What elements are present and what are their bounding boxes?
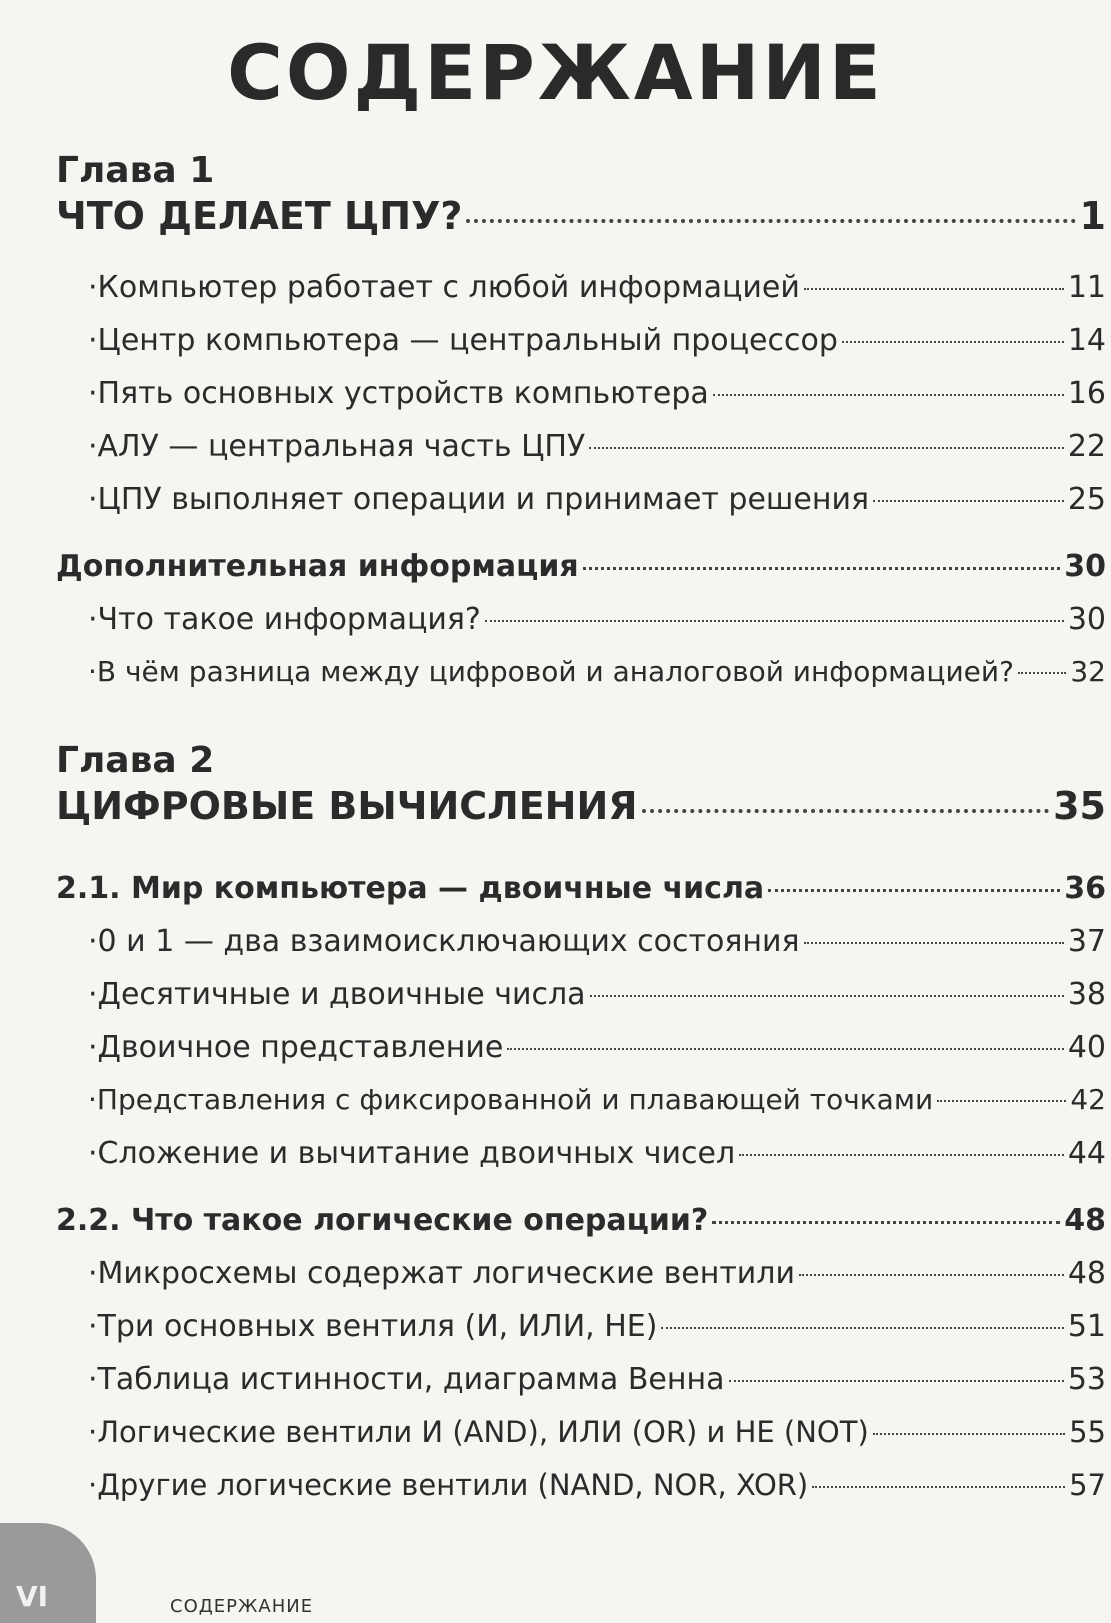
page-number: 42 <box>1070 1083 1106 1116</box>
page-number: 14 <box>1067 323 1106 358</box>
footer-page-number: VI <box>16 1580 49 1613</box>
item-text: ·Что такое информация? <box>88 602 481 637</box>
page-number: 1 <box>1079 194 1106 238</box>
page-number: 53 <box>1067 1362 1106 1397</box>
dot-leader <box>873 1433 1065 1435</box>
section-title: 2.1. Мир компьютера — двоичные числа <box>56 871 765 906</box>
page-number: 32 <box>1070 655 1106 688</box>
item-text: ·Сложение и вычитание двоичных чисел <box>88 1136 736 1171</box>
item-text: ·Двоичное представление <box>88 1030 504 1065</box>
item-text: ·Таблица истинности, диаграмма Венна <box>88 1362 725 1397</box>
toc-item[interactable] <box>88 655 1106 688</box>
dot-leader <box>712 1221 1060 1224</box>
item-text: ·Представления с фиксированной и плавающей точками <box>88 1083 934 1116</box>
page-number: 30 <box>1067 602 1106 637</box>
dot-leader <box>873 500 1064 502</box>
chapter-1-entry[interactable] <box>56 194 1106 238</box>
dot-leader <box>812 1486 1065 1488</box>
page-title: СОДЕРЖАНИЕ <box>227 28 884 117</box>
dot-leader <box>842 341 1064 343</box>
dot-leader <box>768 889 1060 892</box>
dot-leader <box>589 447 1064 449</box>
item-text: ·Три основных вентиля (И, ИЛИ, НЕ) <box>88 1309 658 1344</box>
toc-item[interactable] <box>88 1362 1106 1397</box>
dot-leader <box>466 219 1075 223</box>
item-text: ·ЦПУ выполняет операции и принимает решения <box>88 482 869 517</box>
item-text: ·Микросхемы содержат логические вентили <box>88 1256 795 1291</box>
dot-leader <box>642 809 1050 813</box>
dot-leader <box>590 995 1064 997</box>
item-text: ·Пять основных устройств компьютера <box>88 376 709 411</box>
page-number: 57 <box>1069 1468 1106 1502</box>
page-number: 37 <box>1067 924 1106 959</box>
section-entry[interactable] <box>56 549 1106 584</box>
toc-item[interactable] <box>88 1468 1106 1502</box>
dot-leader <box>485 620 1064 622</box>
toc-item[interactable] <box>88 924 1106 959</box>
page-number: 40 <box>1067 1030 1106 1065</box>
section-title: 2.2. Что такое логические операции? <box>56 1203 709 1238</box>
dot-leader <box>739 1154 1064 1156</box>
item-text: ·Центр компьютера — центральный процессор <box>88 323 838 358</box>
chapter-2-label: Глава 2 <box>56 740 215 781</box>
footer-running-title: СОДЕРЖАНИЕ <box>170 1596 314 1617</box>
dot-leader <box>1018 672 1066 674</box>
page-number: 44 <box>1067 1136 1106 1171</box>
page-number: 16 <box>1067 376 1106 411</box>
item-text: ·Другие логические вентили (NAND, NOR, XOR) <box>88 1468 809 1502</box>
toc-item[interactable] <box>88 1083 1106 1116</box>
toc-item[interactable] <box>88 602 1106 637</box>
chapter-title: ЦИФРОВЫЕ ВЫЧИСЛЕНИЯ <box>56 784 638 828</box>
page-number: 48 <box>1067 1256 1106 1291</box>
item-text: ·АЛУ — центральная часть ЦПУ <box>88 429 586 464</box>
dot-leader <box>729 1380 1064 1382</box>
chapter-2-entry[interactable] <box>56 784 1106 828</box>
item-text: ·0 и 1 — два взаимоисключающих состояния <box>88 924 800 959</box>
toc-item[interactable] <box>88 429 1106 464</box>
dot-leader <box>799 1274 1064 1276</box>
page-number: 51 <box>1067 1309 1106 1344</box>
page-number: 48 <box>1064 1203 1106 1238</box>
dot-leader <box>507 1048 1064 1050</box>
toc-item[interactable] <box>88 482 1106 517</box>
toc-item[interactable] <box>88 1030 1106 1065</box>
item-text: ·Компьютер работает с любой информацией <box>88 270 800 305</box>
dot-leader <box>937 1100 1066 1102</box>
toc-item[interactable] <box>88 1309 1106 1344</box>
toc-item[interactable] <box>88 1415 1106 1449</box>
toc-item[interactable] <box>88 376 1106 411</box>
dot-leader <box>583 567 1061 570</box>
toc-item[interactable] <box>88 270 1106 305</box>
page-number: 11 <box>1067 270 1106 305</box>
section-entry[interactable] <box>56 1203 1106 1238</box>
toc-item[interactable] <box>88 323 1106 358</box>
chapter-1-label: Глава 1 <box>56 150 215 191</box>
item-text: ·Логические вентили И (AND), ИЛИ (OR) и НЕ (NOT) <box>88 1415 869 1449</box>
toc-item[interactable] <box>88 1136 1106 1171</box>
item-text: ·В чём разница между цифровой и аналоговой информацией? <box>88 655 1014 688</box>
page-number: 25 <box>1067 482 1106 517</box>
page-number: 38 <box>1067 977 1106 1012</box>
item-text: ·Десятичные и двоичные числа <box>88 977 586 1012</box>
toc-item[interactable] <box>88 977 1106 1012</box>
dot-leader <box>804 288 1064 290</box>
section-title: Дополнительная информация <box>56 549 579 584</box>
page-number: 30 <box>1064 549 1106 584</box>
chapter-title: ЧТО ДЕЛАЕТ ЦПУ? <box>56 194 463 238</box>
page-number: 36 <box>1064 871 1106 906</box>
dot-leader <box>713 394 1064 396</box>
section-entry[interactable] <box>56 871 1106 906</box>
page-number: 35 <box>1053 784 1106 828</box>
dot-leader <box>661 1327 1063 1329</box>
page-number: 55 <box>1069 1415 1106 1449</box>
page-number: 22 <box>1067 429 1106 464</box>
dot-leader <box>804 942 1064 944</box>
toc-item[interactable] <box>88 1256 1106 1291</box>
